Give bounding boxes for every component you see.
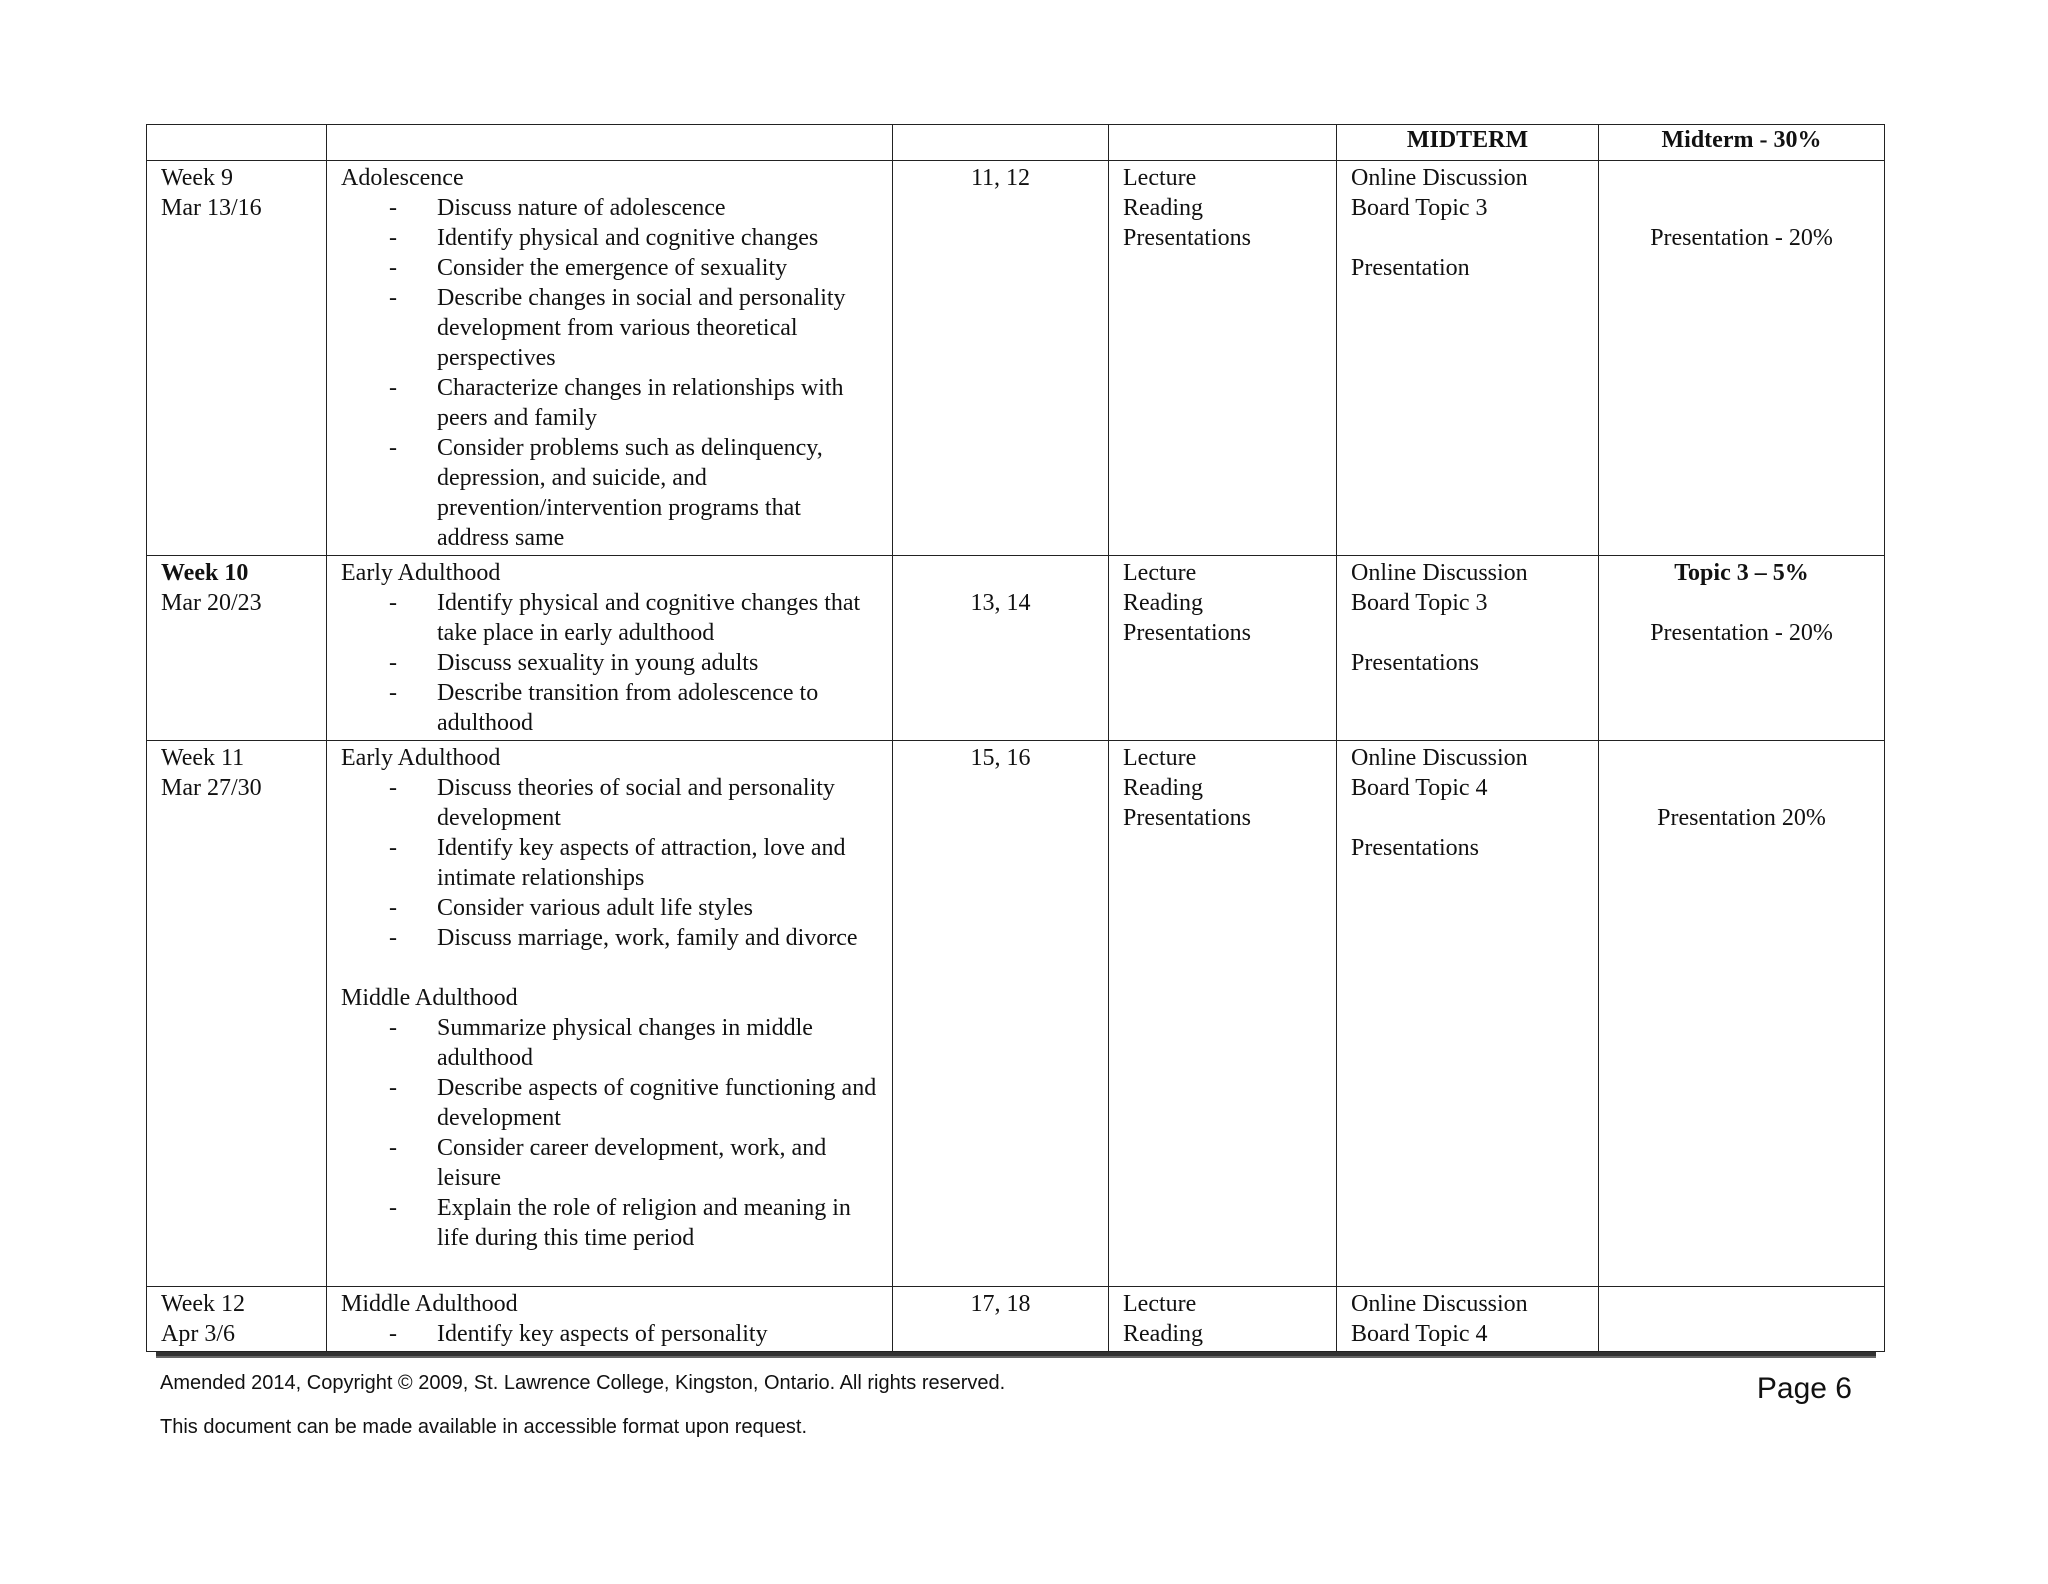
page-number: Page 6 <box>1756 1372 1852 1405</box>
schedule-table <box>146 124 1885 1352</box>
list-item: - Consider problems such as delinquency, depression, and suicide, and prevention/intervention programs that address same <box>387 433 878 553</box>
table-row <box>147 556 1885 741</box>
delivery-item: Presentations <box>1123 620 1251 646</box>
header-cell-topic <box>327 125 893 161</box>
delivery-cell <box>1109 161 1337 556</box>
week-cell <box>147 1287 327 1352</box>
week-cell <box>147 556 327 741</box>
objective-list <box>341 193 878 553</box>
table-row <box>147 1287 1885 1352</box>
header-row <box>147 125 1885 161</box>
weighting-spacer <box>1613 773 1870 803</box>
weighting-spacer <box>1613 588 1870 618</box>
topic-title: Early Adulthood <box>341 560 501 586</box>
weighting-cell <box>1599 161 1885 556</box>
evaluation-spacer <box>1351 618 1584 648</box>
list-item: - Characterize changes in relationships with peers and family <box>387 373 878 433</box>
evaluation-item: Online Discussion <box>1351 745 1528 771</box>
evaluation-item: Presentations <box>1351 835 1479 861</box>
evaluation-cell <box>1337 1287 1599 1352</box>
week-cell <box>147 161 327 556</box>
delivery-cell <box>1109 556 1337 741</box>
week-label: Week 10 <box>161 560 249 586</box>
evaluation-item: Board Topic 3 <box>1351 590 1488 616</box>
list-item: - Describe transition from adolescence to adulthood <box>387 678 878 738</box>
list-item: - Summarize physical changes in middle adulthood <box>387 1013 878 1073</box>
footer-copyright: Amended 2014, Copyright © 2009, St. Lawrence College, Kingston, Ontario. All rights reserved. <box>160 1372 1006 1394</box>
delivery-item: Lecture <box>1123 745 1197 771</box>
weighting-item: Presentation - 20% <box>1650 620 1833 646</box>
week-label: Week 11 <box>161 745 245 771</box>
topic-title: Middle Adulthood <box>341 1291 518 1317</box>
delivery-item: Reading <box>1123 590 1203 616</box>
evaluation-cell <box>1337 161 1599 556</box>
weighting-cell <box>1599 1287 1885 1352</box>
table-row <box>147 741 1885 1287</box>
list-item: - Discuss sexuality in young adults <box>387 648 878 678</box>
objective-list <box>341 773 878 953</box>
evaluation-cell <box>1337 741 1599 1287</box>
chapters-cell: 11, 12 <box>893 161 1109 556</box>
topic-title: Adolescence <box>341 165 464 191</box>
week-label: Week 9 <box>161 165 234 191</box>
list-item: - Identify physical and cognitive changes that take place in early adulthood <box>387 588 878 648</box>
evaluation-item: Board Topic 4 <box>1351 1321 1488 1347</box>
list-item: - Discuss marriage, work, family and divorce <box>387 923 878 953</box>
delivery-cell <box>1109 741 1337 1287</box>
list-item: - Consider career development, work, and leisure <box>387 1133 878 1193</box>
week-dates: Mar 13/16 <box>161 195 262 221</box>
objective-list <box>341 1319 878 1349</box>
weighting-item: Topic 3 – 5% <box>1674 560 1809 586</box>
list-item: - Describe changes in social and personality development from various theoretical perspectives <box>387 283 878 373</box>
topic-title-secondary: Middle Adulthood <box>341 985 518 1011</box>
delivery-item: Lecture <box>1123 1291 1197 1317</box>
list-item: - Consider various adult life styles <box>387 893 878 923</box>
evaluation-item: Online Discussion <box>1351 560 1528 586</box>
header-cell-week <box>147 125 327 161</box>
chapters-cell: 17, 18 <box>893 1287 1109 1352</box>
list-item: - Discuss nature of adolescence <box>387 193 878 223</box>
header-cell-delivery <box>1109 125 1337 161</box>
topic-cell <box>327 741 893 1287</box>
delivery-item: Lecture <box>1123 165 1197 191</box>
evaluation-cell <box>1337 556 1599 741</box>
chapters-cell <box>893 556 1109 741</box>
weighting-cell <box>1599 556 1885 741</box>
topic-spacer <box>341 953 878 983</box>
evaluation-item: Board Topic 4 <box>1351 775 1488 801</box>
chapters-cell: 15, 16 <box>893 741 1109 1287</box>
list-item: - Describe aspects of cognitive functioning and development <box>387 1073 878 1133</box>
header-cell-chapters <box>893 125 1109 161</box>
evaluation-item: Board Topic 3 <box>1351 195 1488 221</box>
evaluation-item: Presentation <box>1351 255 1470 281</box>
evaluation-item: Presentations <box>1351 650 1479 676</box>
week-cell <box>147 741 327 1287</box>
week-dates: Mar 27/30 <box>161 775 262 801</box>
topic-title: Early Adulthood <box>341 745 501 771</box>
delivery-cell <box>1109 1287 1337 1352</box>
topic-cell <box>327 556 893 741</box>
weighting-cell <box>1599 741 1885 1287</box>
footer-accessibility: This document can be made available in accessible format upon request. <box>160 1416 808 1438</box>
delivery-item: Reading <box>1123 775 1203 801</box>
weighting-spacer <box>1613 163 1870 193</box>
chapters-value: 13, 14 <box>970 590 1031 616</box>
list-item: - Identify key aspects of attraction, love and intimate relationships <box>387 833 878 893</box>
objective-list-secondary <box>341 1013 878 1253</box>
weighting-item: Presentation - 20% <box>1650 225 1833 251</box>
list-item: - Consider the emergence of sexuality <box>387 253 878 283</box>
objective-list <box>341 588 878 738</box>
list-item: - Explain the role of religion and meaning in life during this time period <box>387 1193 878 1253</box>
list-item: - Identify physical and cognitive changes <box>387 223 878 253</box>
weighting-spacer <box>1613 193 1870 223</box>
evaluation-item: Online Discussion <box>1351 1291 1528 1317</box>
delivery-item: Presentations <box>1123 805 1251 831</box>
list-item: - Discuss theories of social and personality development <box>387 773 878 833</box>
header-evaluation: MIDTERM <box>1337 125 1599 161</box>
weighting-spacer <box>1613 743 1870 773</box>
evaluation-spacer <box>1351 223 1584 253</box>
delivery-item: Presentations <box>1123 225 1251 251</box>
delivery-item: Reading <box>1123 1321 1203 1347</box>
delivery-item: Reading <box>1123 195 1203 221</box>
footer-divider <box>156 1352 1876 1358</box>
list-item: - Identify key aspects of personality <box>387 1319 878 1349</box>
weighting-item: Presentation 20% <box>1657 805 1826 831</box>
week-label: Week 12 <box>161 1291 246 1317</box>
week-dates: Apr 3/6 <box>161 1321 235 1347</box>
week-dates: Mar 20/23 <box>161 590 262 616</box>
delivery-item: Lecture <box>1123 560 1197 586</box>
chapters-spacer <box>907 558 1094 588</box>
table-row <box>147 161 1885 556</box>
topic-cell <box>327 1287 893 1352</box>
topic-cell <box>327 161 893 556</box>
evaluation-spacer <box>1351 803 1584 833</box>
header-weighting: Midterm - 30% <box>1599 125 1885 161</box>
evaluation-item: Online Discussion <box>1351 165 1528 191</box>
